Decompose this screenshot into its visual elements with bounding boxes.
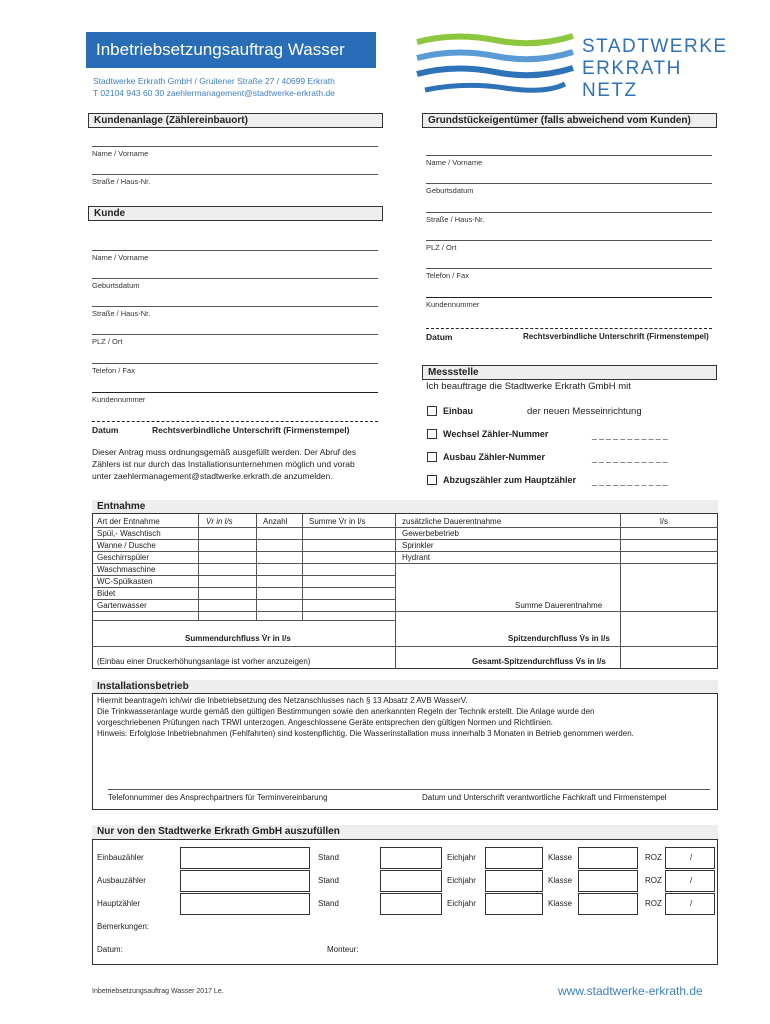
eichjahr-label: Eichjahr bbox=[447, 876, 476, 885]
row-divider bbox=[92, 563, 718, 564]
table-row: Wanne / Dusche bbox=[97, 541, 156, 550]
row-divider bbox=[92, 599, 395, 600]
col-divider bbox=[302, 514, 303, 620]
kunde-street-input[interactable] bbox=[92, 306, 378, 307]
kunde-phone-input[interactable] bbox=[92, 363, 378, 364]
kunde-name-label: Name / Vorname bbox=[92, 253, 149, 262]
kunde-street-label: Straße / Haus-Nr. bbox=[92, 309, 151, 318]
einbau-checkbox[interactable] bbox=[427, 406, 437, 416]
sum-dauer-label: Summe Dauerentnahme bbox=[515, 601, 603, 610]
footer-left: Inbetriebsetzungsauftrag Wasser 2017 Le. bbox=[92, 988, 224, 995]
col-divider bbox=[198, 514, 199, 620]
col-header: Anzahl bbox=[263, 517, 288, 526]
note-line-3: unter zaehlermanagement@stadtwerke.erkrath.de anzumelden. bbox=[92, 471, 333, 481]
eig-date-label: Datum bbox=[426, 332, 453, 342]
street-input[interactable] bbox=[92, 174, 378, 175]
eig-plz-label: PLZ / Ort bbox=[426, 243, 457, 252]
eigentuemer-heading: Grundstückeigentümer (falls abweichend vom Kunden) bbox=[422, 113, 717, 128]
kunde-name-input[interactable] bbox=[92, 250, 378, 251]
table-row: Waschmaschine bbox=[97, 565, 156, 574]
col-divider bbox=[256, 514, 257, 620]
klasse-label: Klasse bbox=[548, 876, 573, 885]
klasse-label: Klasse bbox=[548, 853, 573, 862]
abzug-checkbox[interactable] bbox=[427, 475, 437, 485]
roz-label: ROZ bbox=[645, 899, 662, 908]
table-row: Bidet bbox=[97, 589, 116, 598]
note-line-1: Dieser Antrag muss ordnungsgemäß ausgefüllt werden. Der Abruf des bbox=[92, 447, 357, 457]
row-divider bbox=[92, 587, 395, 588]
monteur-label: Monteur: bbox=[327, 945, 359, 954]
eig-phone-input[interactable] bbox=[426, 268, 712, 269]
address-line: Stadtwerke Erkrath GmbH / Gruitener Straße 27 / 40699 Erkrath bbox=[93, 76, 335, 86]
kunde-heading: Kunde bbox=[88, 206, 383, 221]
logo-text-2: ERKRATH bbox=[582, 58, 682, 79]
sign-label: Datum und Unterschrift verantwortliche Fachkraft und Firmenstempel bbox=[422, 793, 667, 802]
slash: / bbox=[690, 876, 693, 885]
spitzen-label: Spitzendurchfluss V̇s in l/s bbox=[508, 634, 610, 643]
col-header: V̇r in l/s bbox=[206, 517, 233, 526]
kunde-sign-input[interactable] bbox=[92, 421, 378, 422]
einbau-suffix: der neuen Messeinrichtung bbox=[527, 406, 642, 417]
eig-custno-label: Kundennummer bbox=[426, 300, 480, 309]
kunde-custno-label: Kundennummer bbox=[92, 395, 146, 404]
wechsel-number-field[interactable]: _ _ _ _ _ _ _ _ _ _ _ bbox=[592, 430, 668, 440]
einbau-row-label: Einbauzähler bbox=[97, 853, 144, 862]
entnahme-heading: Entnahme bbox=[92, 500, 718, 514]
slash: / bbox=[690, 899, 693, 908]
col-header: l/s bbox=[660, 517, 668, 526]
logo-waves-icon bbox=[415, 30, 575, 100]
eig-name-label: Name / Vorname bbox=[426, 158, 483, 167]
eig-name-input[interactable] bbox=[426, 155, 712, 156]
abzug-number-field[interactable]: _ _ _ _ _ _ _ _ _ _ _ bbox=[592, 476, 668, 486]
installation-text-1: Hiermit beantrage/n ich/wir die Inbetriebsetzung des Netzanschlusses nach § 13 Absatz 2 AVB WasserV. bbox=[97, 696, 468, 705]
bemerkungen-label: Bemerkungen: bbox=[97, 922, 150, 931]
row-divider bbox=[92, 575, 395, 576]
hint-text: (Einbau einer Druckerhöhungsanlage ist vorher anzuzeigen) bbox=[97, 657, 311, 666]
row-divider bbox=[92, 620, 395, 621]
col-header: Art der Entnahme bbox=[97, 517, 160, 526]
eig-street-input[interactable] bbox=[426, 212, 712, 213]
table-row-right: Sprinkler bbox=[402, 541, 434, 550]
row-divider bbox=[92, 551, 718, 552]
einbau-label: Einbau bbox=[443, 406, 474, 416]
haupt-field[interactable] bbox=[180, 893, 310, 915]
contact-line: T 02104 943 60 30 zaehlermanagement@stadtwerke-erkrath.de bbox=[93, 88, 335, 98]
eichjahr-field[interactable] bbox=[485, 870, 543, 892]
messstelle-heading: Messstelle bbox=[422, 365, 717, 380]
ausbau-number-field[interactable]: _ _ _ _ _ _ _ _ _ _ _ bbox=[592, 453, 668, 463]
row-divider bbox=[92, 611, 718, 612]
table-row-right: Hydrant bbox=[402, 553, 431, 562]
roz-label: ROZ bbox=[645, 853, 662, 862]
name-label: Name / Vorname bbox=[92, 149, 149, 158]
abzug-label: Abzugszähler zum Hauptzähler bbox=[443, 475, 577, 485]
klasse-field[interactable] bbox=[578, 847, 638, 869]
klasse-field[interactable] bbox=[578, 870, 638, 892]
row-divider bbox=[92, 527, 718, 528]
logo bbox=[415, 30, 575, 100]
phone-label: Telefonnummer des Ansprechpartners für Terminvereinbarung bbox=[108, 793, 328, 802]
footer-website-link[interactable]: www.stadtwerke-erkrath.de bbox=[558, 984, 703, 998]
ausbau-checkbox[interactable] bbox=[427, 452, 437, 462]
kunde-custno-input[interactable] bbox=[92, 392, 378, 393]
eig-plz-input[interactable] bbox=[426, 240, 712, 241]
haupt-row-label: Hauptzähler bbox=[97, 899, 141, 908]
stand-field[interactable] bbox=[380, 893, 442, 915]
kunde-plz-label: PLZ / Ort bbox=[92, 337, 123, 346]
eig-custno-input[interactable] bbox=[426, 297, 712, 298]
stadtwerke-heading: Nur von den Stadtwerke Erkrath GmbH auszufüllen bbox=[92, 825, 718, 840]
stand-label: Stand bbox=[318, 899, 339, 908]
page-title: Inbetriebsetzungsauftrag Wasser bbox=[86, 32, 376, 68]
installation-heading: Installationsbetrieb bbox=[92, 680, 718, 694]
name-input[interactable] bbox=[92, 146, 378, 147]
eichjahr-label: Eichjahr bbox=[447, 899, 476, 908]
col-header: zusätzliche Dauerentnahme bbox=[402, 517, 502, 526]
table-row: Geschirrspüler bbox=[97, 553, 150, 562]
table-row: Spül,- Waschtisch bbox=[97, 529, 161, 538]
kunde-plz-input[interactable] bbox=[92, 334, 378, 335]
row-divider bbox=[92, 539, 718, 540]
installation-sign-input[interactable] bbox=[108, 789, 710, 790]
logo-text-1: STADTWERKE bbox=[582, 36, 728, 57]
kundenanlage-heading: Kundenanlage (Zählereinbauort) bbox=[88, 113, 383, 128]
gesamt-label: Gesamt-Spitzendurchfluss V̇s in l/s bbox=[472, 657, 606, 666]
datum-label: Datum: bbox=[97, 945, 123, 954]
street-label: Straße / Haus-Nr. bbox=[92, 177, 151, 186]
installation-text-4: Hinweis: Erfolglose Inbetriebnahmen (Fehlfahrten) sind kostenpflichtig. Die Wasserinstallation muss innerhalb 3 Monaten in Betrieb genommen werden. bbox=[97, 729, 634, 738]
klasse-field[interactable] bbox=[578, 893, 638, 915]
stand-label: Stand bbox=[318, 853, 339, 862]
eichjahr-field[interactable] bbox=[485, 893, 543, 915]
eig-birth-label: Geburtsdatum bbox=[426, 186, 474, 195]
eichjahr-field[interactable] bbox=[485, 847, 543, 869]
roz-label: ROZ bbox=[645, 876, 662, 885]
kunde-birth-label: Geburtsdatum bbox=[92, 281, 140, 290]
ausbau-field[interactable] bbox=[180, 870, 310, 892]
stand-field[interactable] bbox=[380, 870, 442, 892]
messstelle-intro: Ich beauftrage die Stadtwerke Erkrath GmbH mit bbox=[426, 381, 631, 392]
klasse-label: Klasse bbox=[548, 899, 573, 908]
slash: / bbox=[690, 853, 693, 862]
eichjahr-label: Eichjahr bbox=[447, 853, 476, 862]
table-row: WC-Spülkasten bbox=[97, 577, 153, 586]
table-row-right: Gewerbebetrieb bbox=[402, 529, 459, 538]
ausbau-label: Ausbau Zähler-Nummer bbox=[443, 452, 546, 462]
kunde-date-label: Datum bbox=[92, 425, 119, 435]
eig-phone-label: Telefon / Fax bbox=[426, 271, 469, 280]
kunde-phone-label: Telefon / Fax bbox=[92, 366, 135, 375]
eig-sign-label: Rechtsverbindliche Unterschrift (Firmenstempel) bbox=[523, 332, 709, 341]
wechsel-label: Wechsel Zähler-Nummer bbox=[443, 429, 549, 439]
eig-sign-input[interactable] bbox=[426, 328, 712, 329]
eig-street-label: Straße / Haus-Nr. bbox=[426, 215, 485, 224]
wechsel-checkbox[interactable] bbox=[427, 429, 437, 439]
kunde-sign-label: Rechtsverbindliche Unterschrift (Firmenstempel) bbox=[152, 425, 350, 435]
kunde-birth-input[interactable] bbox=[92, 278, 378, 279]
col-header: Summe V̇r in l/s bbox=[309, 517, 366, 526]
logo-text-3: NETZ bbox=[582, 80, 638, 101]
summen-label: Summendurchfluss V̇r in l/s bbox=[185, 634, 291, 643]
eig-birth-input[interactable] bbox=[426, 183, 712, 184]
installation-text-3: vorgeschriebenen Prüfungen nach TRWI unterzogen. Angeschlossene Geräte entsprechen den gültigen Normen und Richtlinien. bbox=[97, 718, 553, 727]
installation-text-2: Die Trinkwasseranlage wurde gemäß den gültigen Bestimmungen sowie den anerkannten Regeln der Technik erstellt. Die Anlage wurde den bbox=[97, 707, 595, 716]
note-line-2: Zählers ist nur durch das Installationsunternehmen möglich und vorab bbox=[92, 459, 355, 469]
stand-label: Stand bbox=[318, 876, 339, 885]
einbau-field[interactable] bbox=[180, 847, 310, 869]
table-row: Gartenwasser bbox=[97, 601, 147, 610]
stand-field[interactable] bbox=[380, 847, 442, 869]
ausbau-row-label: Ausbauzähler bbox=[97, 876, 146, 885]
row-divider bbox=[92, 646, 718, 647]
